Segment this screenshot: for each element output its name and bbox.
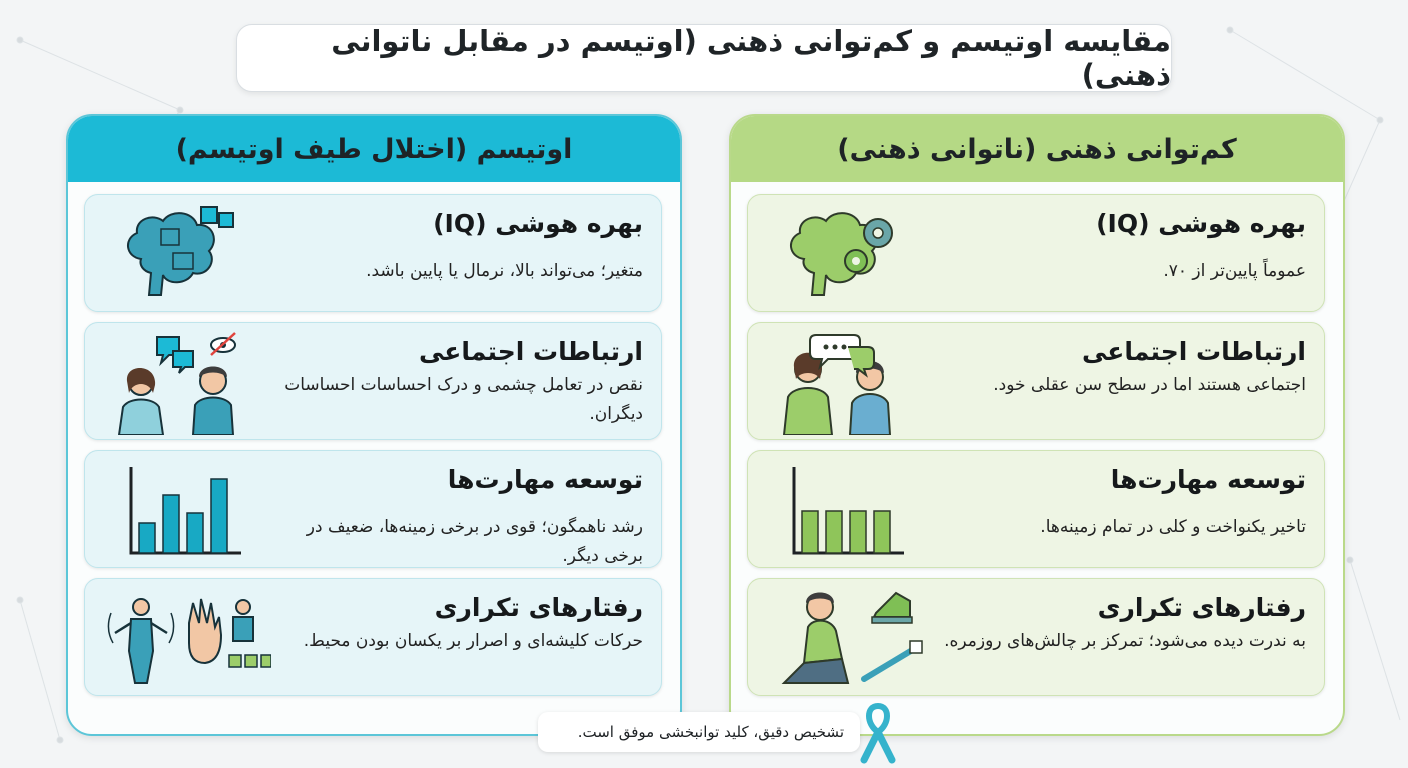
page-title: مقایسه اوتیسم و کم‌توانی ذهنی (اوتیسم در مقابل ناتوانی ذهنی) <box>331 24 1171 92</box>
brain-puzzle-icon <box>101 199 271 307</box>
autism-iq-card <box>84 194 662 312</box>
card-title: بهره هوشی (IQ) <box>1096 209 1306 238</box>
card-title: توسعه مهارت‌ها <box>1110 465 1306 494</box>
card-text: عموماً پایین‌تر از ۷۰. <box>1163 261 1306 281</box>
id-iq-card <box>747 194 1325 312</box>
card-text: رشد ناهمگون؛ قوی در برخی زمینه‌ها، ضعیف در برخی دیگر. <box>306 517 643 566</box>
card-text: متغیر؛ می‌تواند بالا، نرمال یا پایین باشد. <box>366 261 643 281</box>
card-title: بهره هوشی (IQ) <box>433 209 643 238</box>
intellectual-disability-heading: کم‌توانی ذهنی (ناتوانی ذهنی) <box>731 116 1343 182</box>
autism-social-card <box>84 322 662 440</box>
awareness-ribbon-icon <box>858 702 898 764</box>
two-people-talking-icon <box>764 327 934 435</box>
brain-gears-icon <box>764 199 934 307</box>
autism-heading: اوتیسم (اختلال طیف اوتیسم) <box>68 116 680 182</box>
card-text: به ندرت دیده می‌شود؛ تمرکز بر چالش‌های روزمره. <box>944 631 1306 651</box>
card-text: نقص در تعامل چشمی و درک احساسات احساسات دیگران. <box>284 375 643 424</box>
autism-skills-card <box>84 450 662 568</box>
autism-repetitive-card <box>84 578 662 696</box>
card-title: رفتارهای تکراری <box>1097 593 1306 622</box>
card-title: ارتباطات اجتماعی <box>1081 337 1306 366</box>
no-eye-contact-icon <box>101 327 271 435</box>
footer-text: تشخیص دقیق، کلید توانبخشی موفق است. <box>577 723 844 741</box>
card-title: ارتباطات اجتماعی <box>418 337 643 366</box>
id-social-card <box>747 322 1325 440</box>
card-title: توسعه مهارت‌ها <box>447 465 643 494</box>
uneven-bar-chart-icon <box>101 455 271 563</box>
tying-shoes-icon <box>764 583 934 691</box>
repetitive-motion-icon <box>101 583 271 691</box>
autism-panel <box>66 114 682 736</box>
card-text: تاخیر یکنواخت و کلی در تمام زمینه‌ها. <box>1040 517 1306 537</box>
even-bar-chart-icon <box>764 455 934 563</box>
card-title: رفتارهای تکراری <box>434 593 643 622</box>
intellectual-disability-panel <box>729 114 1345 736</box>
id-repetitive-card <box>747 578 1325 696</box>
card-text: اجتماعی هستند اما در سطح سن عقلی خود. <box>993 375 1306 395</box>
card-text: حرکات کلیشه‌ای و اصرار بر یکسان بودن محیط. <box>303 631 643 651</box>
footer-note <box>538 712 860 752</box>
id-skills-card <box>747 450 1325 568</box>
title-box <box>236 24 1172 92</box>
